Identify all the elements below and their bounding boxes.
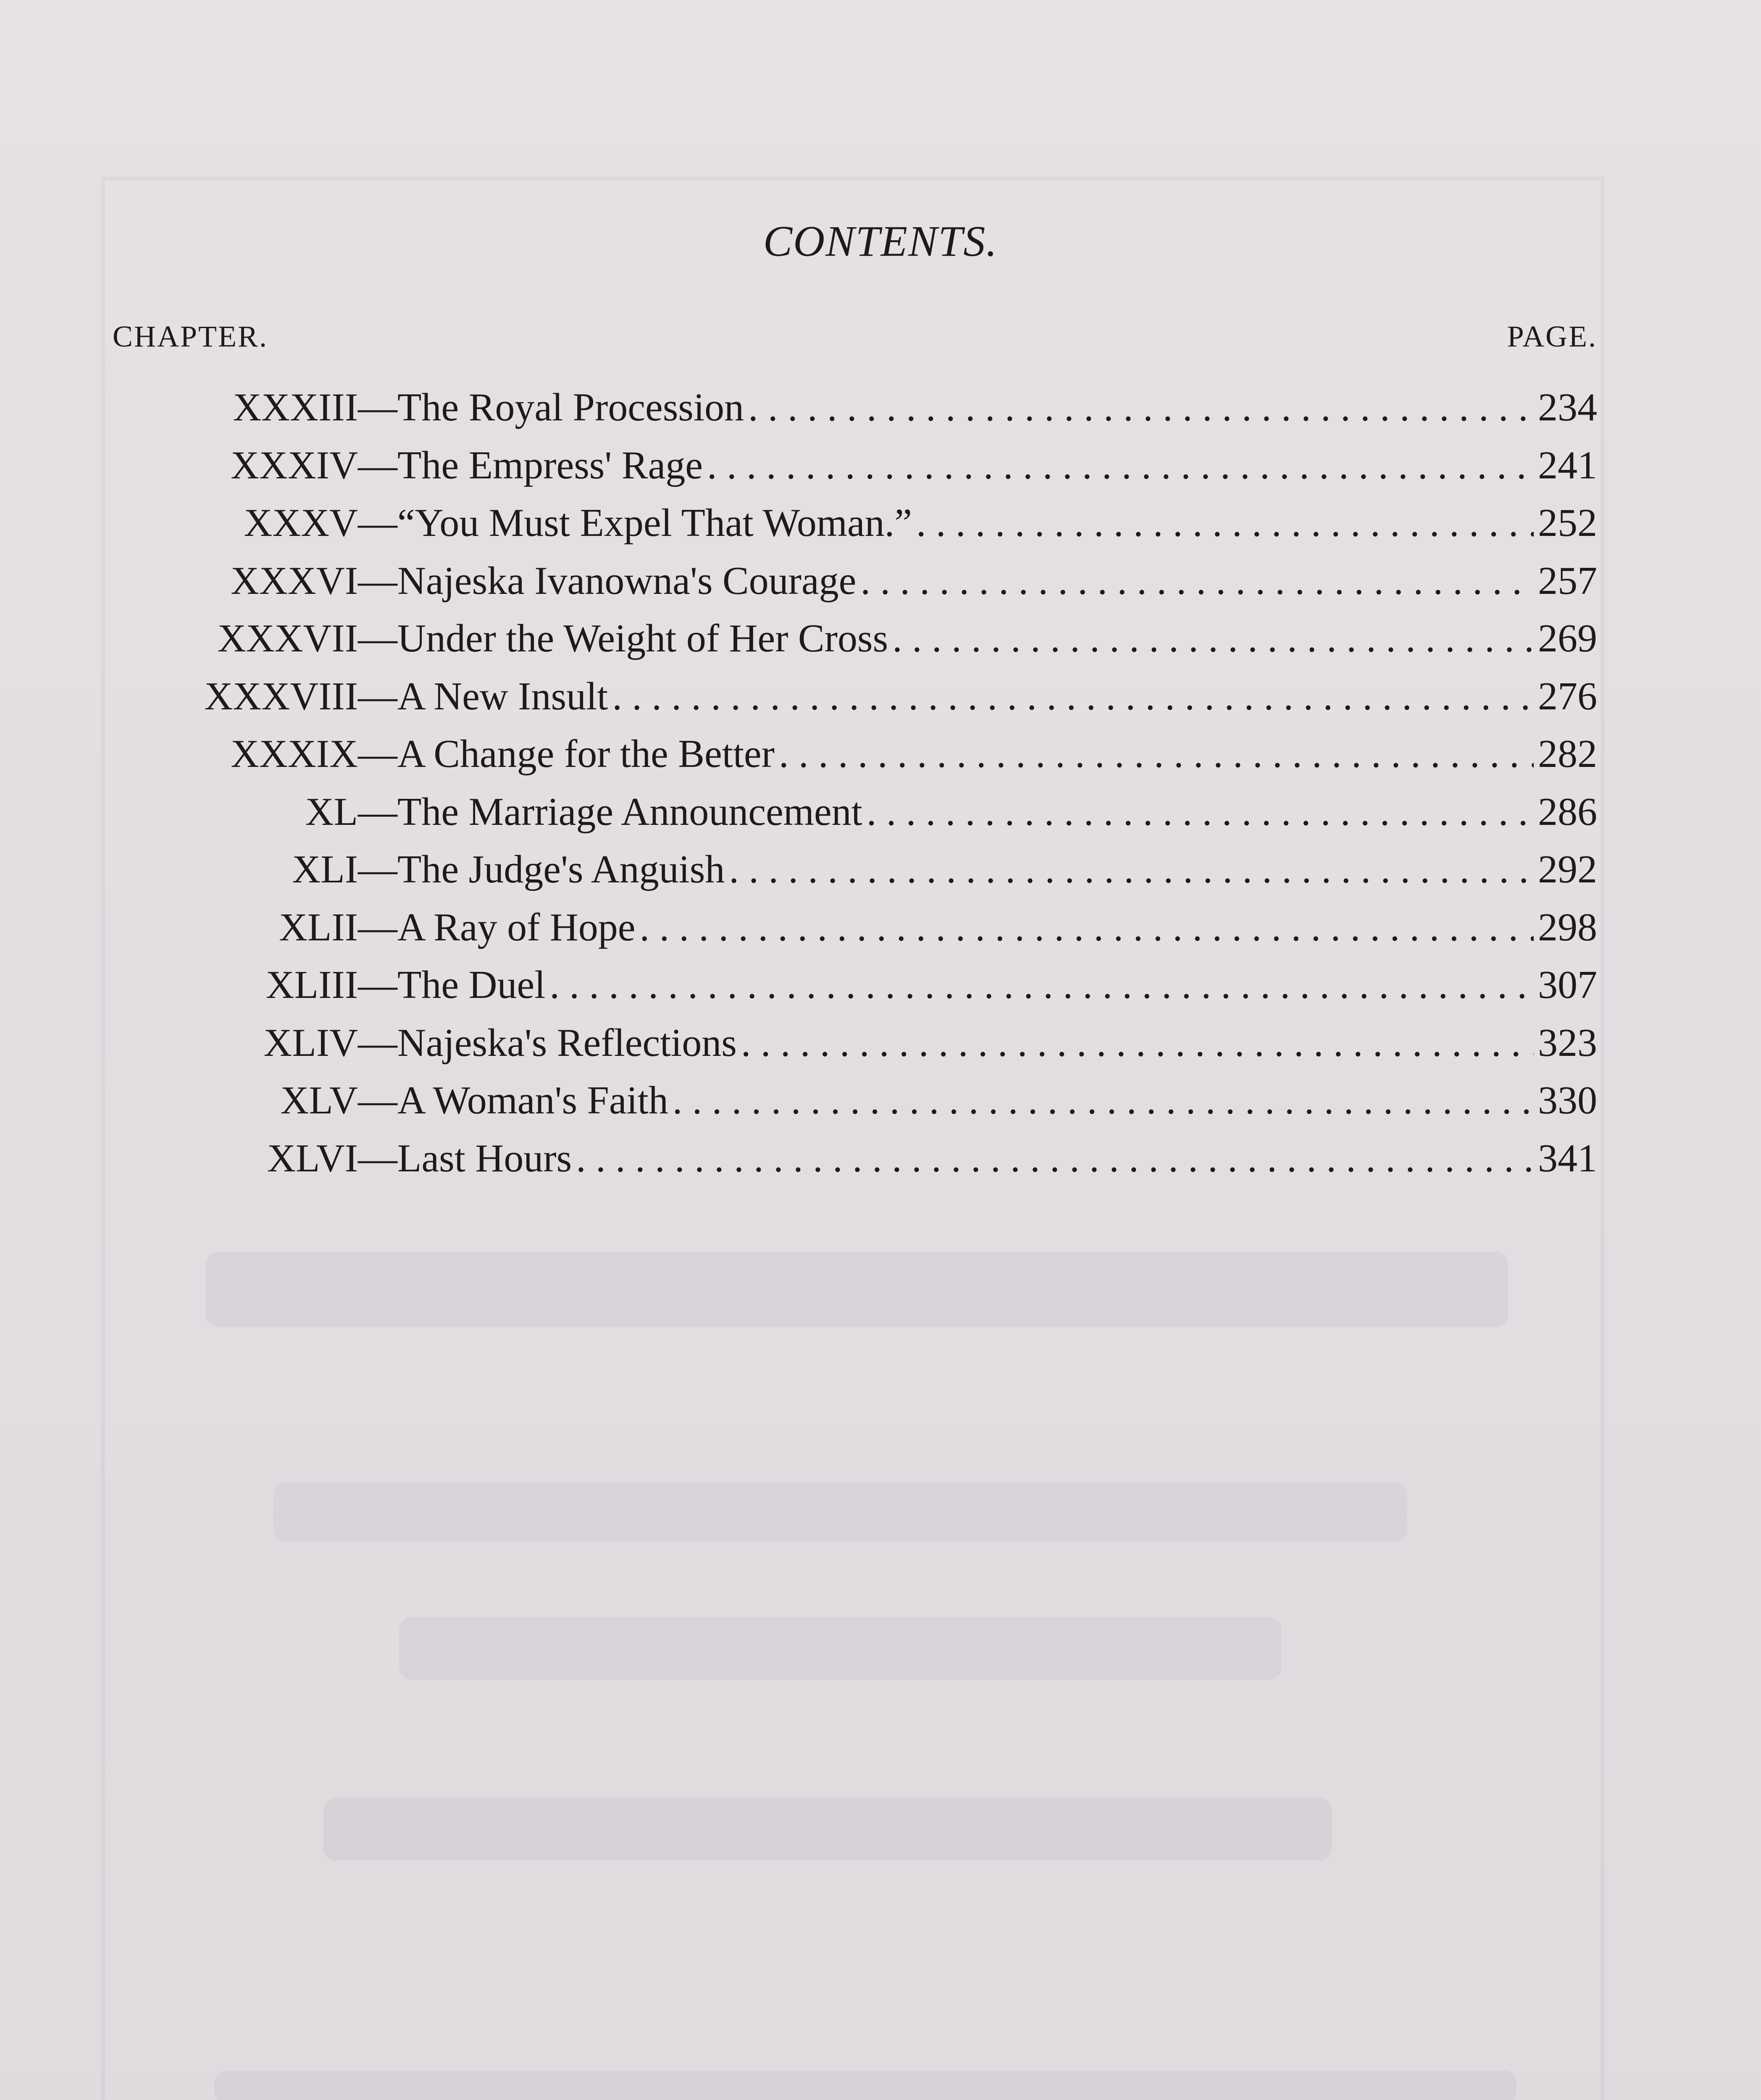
toc-row [0,1016,1761,1070]
chapter-title: A New Insult [397,674,608,718]
toc-row [0,438,1761,493]
bleed-text-block [206,1252,1508,1327]
dot-leader [673,1073,1534,1128]
em-dash: — [358,386,397,429]
page-number: 330 [1538,1079,1597,1122]
chapter-title: Under the Weight of Her Cross [397,617,888,660]
em-dash: — [358,443,397,487]
page-number: 307 [1538,963,1597,1007]
chapter-number: XLI [292,848,358,891]
dot-leader [576,1131,1534,1186]
page-number: 257 [1538,559,1597,603]
page-number: 282 [1538,732,1597,776]
dot-leader [867,785,1534,839]
page-number: 234 [1538,386,1597,429]
chapter-entry [358,900,1597,955]
chapter-title: A Woman's Faith [397,1079,668,1122]
em-dash: — [358,1136,397,1180]
toc-row [0,380,1761,435]
chapter-title: A Ray of Hope [397,905,636,949]
chapter-entry [358,1073,1597,1128]
chapter-entry [358,380,1597,435]
toc-row [0,785,1761,839]
page-number: 252 [1538,501,1597,545]
chapter-number: XLIV [263,1021,358,1065]
chapter-entry [358,438,1597,493]
chapter-number: XLVI [267,1136,358,1180]
chapter-number: XLV [280,1079,358,1122]
chapter-number: XLIII [265,963,358,1007]
chapter-title: The Empress' Rage [397,443,703,487]
page-number: 341 [1538,1136,1597,1180]
em-dash: — [358,559,397,603]
chapter-title: The Marriage Announcement [397,790,862,834]
toc-row [0,1073,1761,1128]
em-dash: — [358,617,397,660]
chapter-number: XXXV [244,501,358,545]
em-dash: — [358,963,397,1007]
dot-leader [612,669,1534,724]
chapter-entry [358,1016,1597,1070]
em-dash: — [358,674,397,718]
bleed-text-block [273,1483,1407,1541]
dot-leader [916,496,1534,550]
chapter-title: “You Must Expel That Woman.” [397,501,912,545]
toc-row [0,1131,1761,1186]
chapter-entry [358,785,1597,839]
toc-row [0,958,1761,1012]
dot-leader [748,380,1534,435]
bleed-text-block [323,1798,1332,1861]
page-number: 269 [1538,617,1597,660]
toc-row [0,611,1761,666]
bleed-text-block [399,1617,1281,1680]
page-column-header: PAGE. [1507,320,1597,353]
dot-leader [549,958,1534,1012]
chapter-entry [358,496,1597,550]
toc-row [0,554,1761,608]
chapter-title: The Judge's Anguish [397,848,725,891]
toc-row [0,727,1761,781]
chapter-number: XXXIV [231,443,358,487]
dot-leader [860,554,1534,608]
toc-row [0,496,1761,550]
toc-row [0,900,1761,955]
page-number: 292 [1538,848,1597,891]
chapter-entry [358,554,1597,608]
chapter-entry [358,1131,1597,1186]
page-number: 298 [1538,905,1597,949]
bleed-text-block [214,2071,1517,2100]
em-dash: — [358,790,397,834]
toc-row [0,842,1761,897]
chapter-number: XXXIII [233,386,358,429]
page-title: CONTENTS. [763,217,998,265]
chapter-title: A Change for the Better [397,732,775,776]
chapter-entry [358,958,1597,1012]
chapter-title: The Royal Procession [397,386,744,429]
chapter-entry [358,611,1597,666]
page-number: 323 [1538,1021,1597,1065]
em-dash: — [358,1079,397,1122]
chapter-number: XXXVI [231,559,358,603]
page-number: 286 [1538,790,1597,834]
chapter-number: XXXIX [231,732,358,776]
chapter-number: XXXVIII [204,674,358,718]
chapter-entry [358,727,1597,781]
page-number: 241 [1538,443,1597,487]
chapter-title: Last Hours [397,1136,572,1180]
chapter-column-header: CHAPTER. [113,320,268,353]
em-dash: — [358,501,397,545]
chapter-title: Najeska's Reflections [397,1021,737,1065]
em-dash: — [358,905,397,949]
page-number: 276 [1538,674,1597,718]
dot-leader [779,727,1534,781]
chapter-title: The Duel [397,963,546,1007]
chapter-entry [358,669,1597,724]
toc-row [0,669,1761,724]
dot-leader [729,842,1534,897]
chapter-number: XLII [279,905,358,949]
chapter-entry [358,842,1597,897]
dot-leader [892,611,1534,666]
em-dash: — [358,848,397,891]
chapter-title: Najeska Ivanowna's Courage [397,559,857,603]
em-dash: — [358,1021,397,1065]
dot-leader [741,1016,1534,1070]
dot-leader [707,438,1534,493]
chapter-number: XL [305,790,358,834]
dot-leader [640,900,1534,955]
chapter-number: XXXVII [217,617,358,660]
em-dash: — [358,732,397,776]
